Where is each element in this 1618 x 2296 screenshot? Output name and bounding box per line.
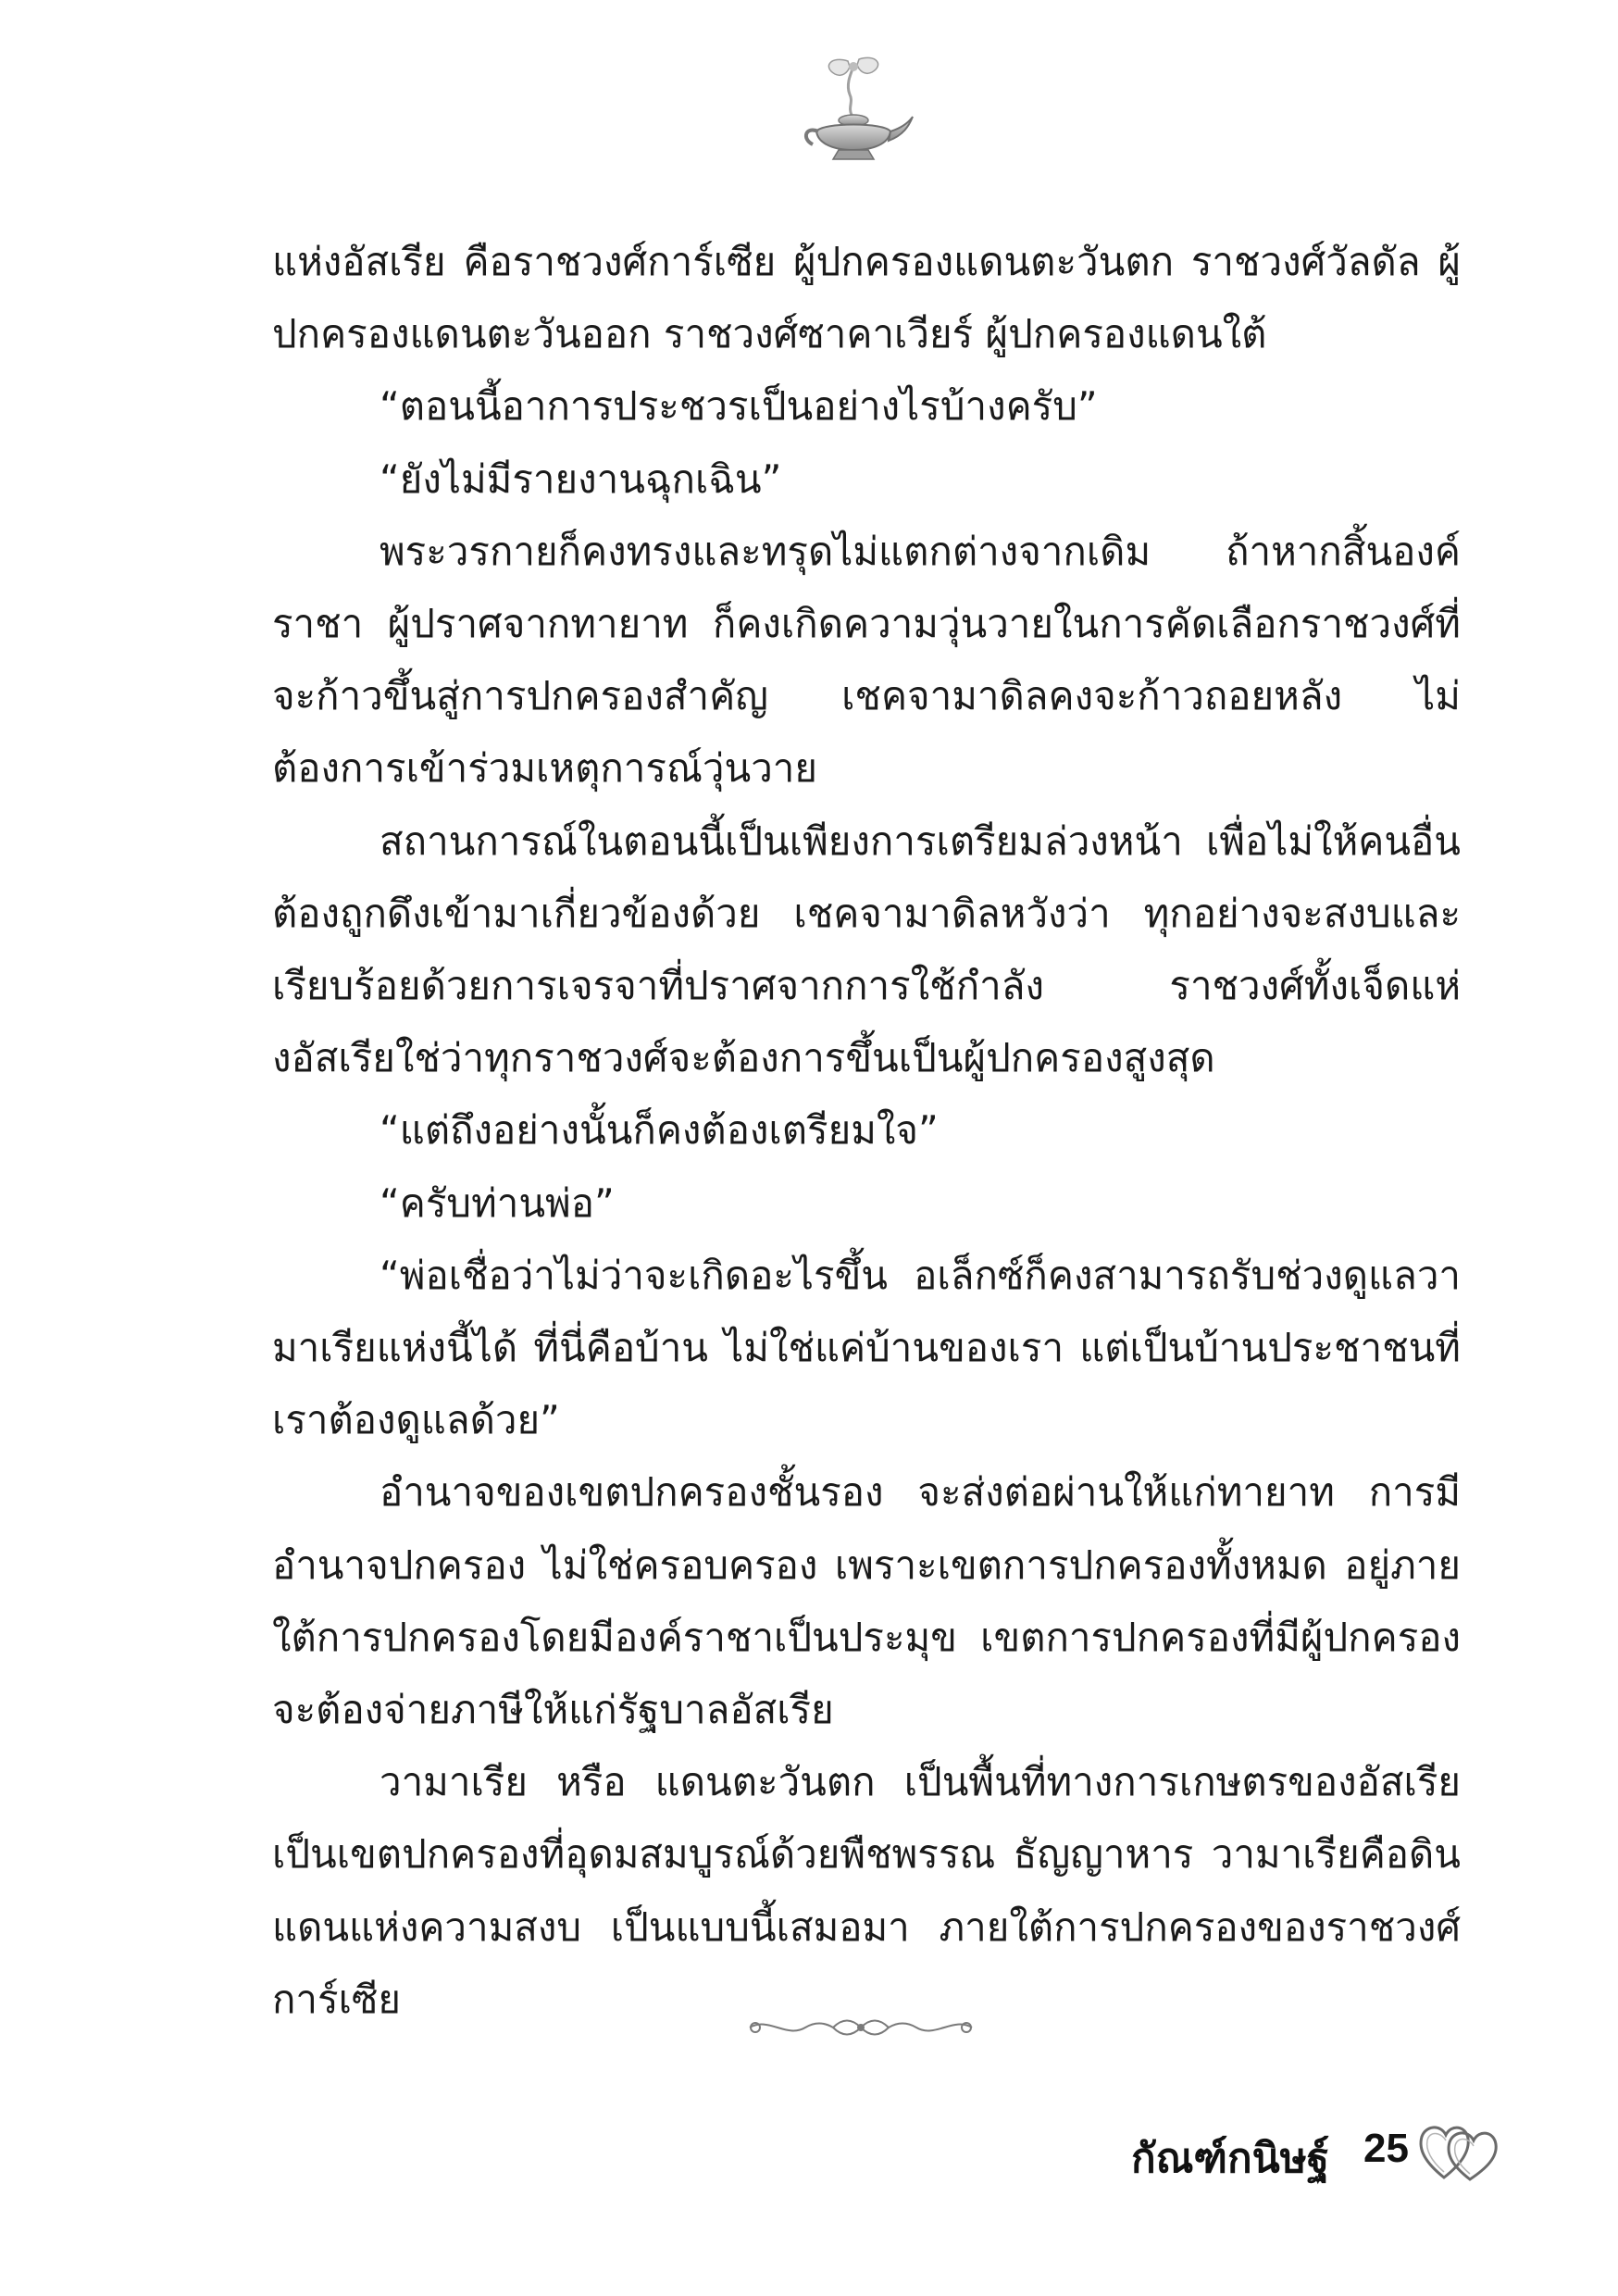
page-footer — [1018, 2113, 1500, 2205]
flourish-divider-icon — [741, 2009, 981, 2046]
hearts-icon — [1416, 2113, 1500, 2185]
magic-lamp-icon — [794, 54, 915, 165]
paragraph: “ตอนนี้อาการประชวรเป็นอย่างไรบ้างครับ” — [380, 383, 1098, 430]
paragraph: “พ่อเชื่อว่าไม่ว่าจะเกิดอะไรขึ้น อเล็กซ์ก็คงสามารถรับช่วงดูแลวามาเรียแห่งนี้ได้ ที่นี่คือบ้าน ไม่ใช่แค่บ้านของเรา แต่เป็นบ้านประชาชนที่เราต้องดูแลด้วย” — [272, 1252, 1461, 1443]
page-number: 25 — [1363, 2126, 1409, 2171]
paragraph: แห่งอัสเรีย คือราชวงศ์การ์เซีย ผู้ปกครองแดนตะวันตก ราชวงศ์วัลดัล ผู้ปกครองแดนตะวันออก ราชวงศ์ซาคาเวียร์ ผู้ปกครองแดนใต้ — [272, 239, 1461, 357]
paragraph: สถานการณ์ในตอนนี้เป็นเพียงการเตรียมล่วงหน้า เพื่อไม่ให้คนอื่นต้องถูกดึงเข้ามาเกี่ยวข้องด้วย เชคจามาดิลหวังว่า ทุกอย่างจะสงบและเรียบร้อยด้วยการเจรจาที่ปราศจากการใช้กำลัง ราชวงศ์ทั้งเจ็ดแห่งอัสเรียใช่ว่าทุกราชวงศ์จะต้องการขึ้นเป็นผู้ปกครองสูงสุด — [272, 817, 1461, 1081]
paragraph: “ครับท่านพ่อ” — [380, 1179, 615, 1226]
paragraph: “ยังไม่มีรายงานฉุกเฉิน” — [380, 455, 782, 502]
paragraph: วามาเรีย หรือ แดนตะวันตก เป็นพื้นที่ทางการเกษตรของอัสเรียเป็นเขตปกครองที่อุดมสมบูรณ์ด้วยพืชพรรณ ธัญญาหาร วามาเรียคือดินแดนแห่งความสงบ เป็นแบบนี้เสมอมา ภายใต้การปกครองของราชวงศ์การ์เซีย — [272, 1759, 1461, 2022]
book-title: กัณฑ์กนิษฐ์ — [1131, 2135, 1329, 2182]
paragraph: “แต่ถึงอย่างนั้นก็คงต้องเตรียมใจ” — [380, 1107, 939, 1154]
paragraph: พระวรกายก็คงทรงและทรุดไม่แตกต่างจากเดิม ถ้าหากสิ้นองค์ราชา ผู้ปราศจากทายาท ก็คงเกิดความวุ่นวายในการคัดเลือกราชวงศ์ที่จะก้าวขึ้นสู่การปกครองสำคัญ เชคจามาดิลคงจะก้าวถอยหลัง ไม่ต้องการเข้าร่วมเหตุการณ์วุ่นวาย — [272, 528, 1461, 792]
page-body — [272, 226, 1461, 2036]
paragraph: อำนาจของเขตปกครองชั้นรอง จะส่งต่อผ่านให้แก่ทายาท การมีอำนาจปกครอง ไม่ใช่ครอบครอง เพราะเขตการปกครองทั้งหมด อยู่ภายใต้การปกครองโดยมีองค์ราชาเป็นประมุข เขตการปกครองที่มีผู้ปกครองจะต้องจ่ายภาษีให้แก่รัฐบาลอัสเรีย — [272, 1469, 1461, 1733]
